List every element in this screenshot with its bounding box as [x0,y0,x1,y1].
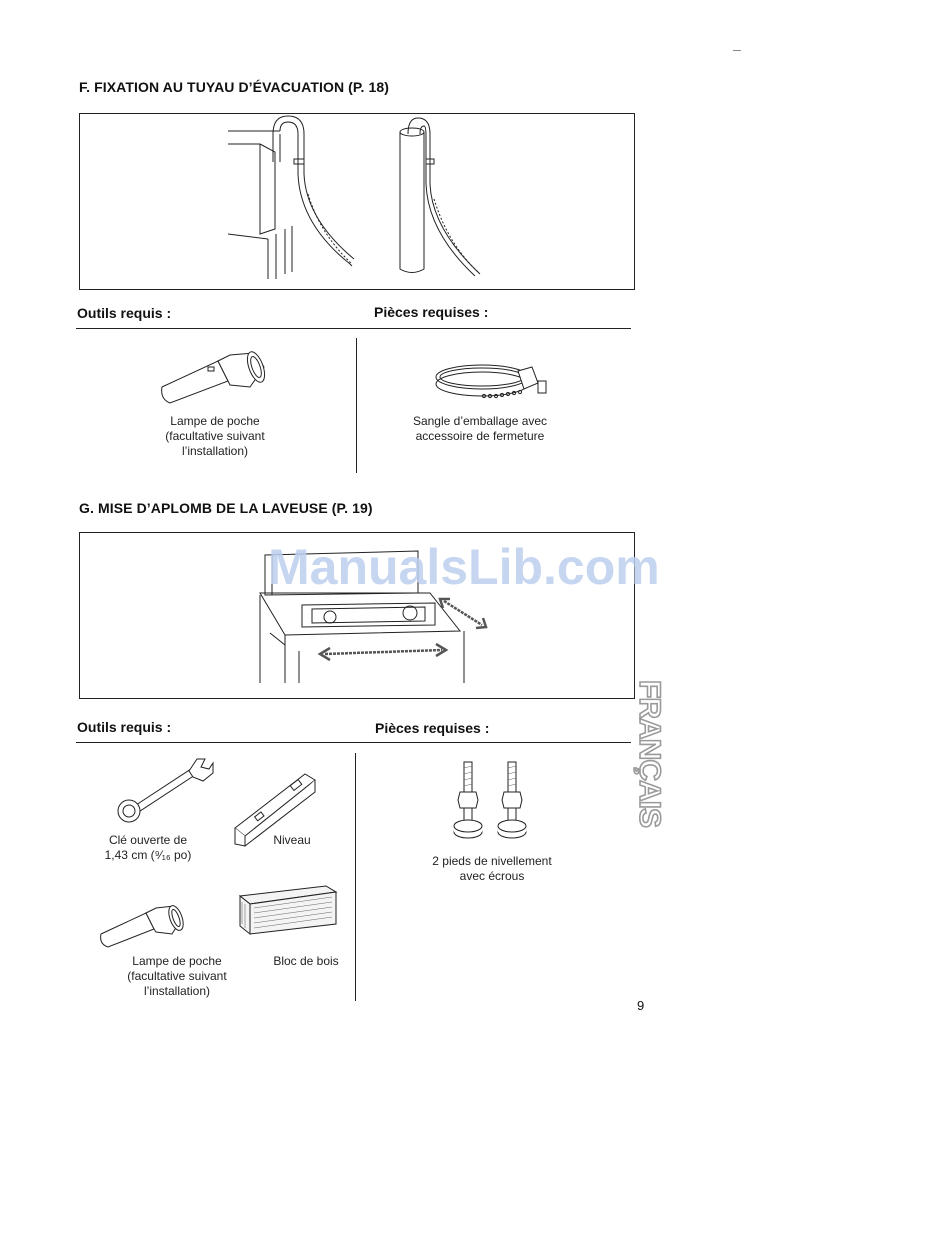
leveling-feet-icon [452,760,542,845]
watermark: ManualsLib.com [268,539,660,595]
section-f-tools-header: Outils requis : [77,305,172,321]
wood-block-caption: Bloc de bois [273,954,339,968]
wrench-icon [115,757,215,825]
drain-hose-drawing [80,114,634,289]
flashlight-caption: Lampe de poche (facultative suivant l’installation) [127,954,227,998]
section-f-column-divider [356,338,357,473]
flashlight-icon [158,345,268,405]
leveling-feet-caption: 2 pieds de nivellement avec écrous [432,854,552,883]
section-g-divider [76,742,631,743]
wrench-caption: Clé ouverte de 1,43 cm (⁹⁄₁₆ po) [104,833,192,862]
flashlight-caption: Lampe de poche (facultative suivant l’installation) [165,414,265,458]
section-f-parts-header: Pièces requises : [374,304,489,320]
drain-hose-illustration [79,113,635,290]
strap-clamp-icon [432,357,554,407]
section-f-title: F. FIXATION AU TUYAU D’ÉVACUATION (P. 18) [79,79,390,95]
language-side-tab: FRANÇAIS [633,680,666,827]
level-caption: Niveau [273,833,311,847]
section-f-divider [76,328,631,329]
strap-clamp-caption: Sangle d’emballage avec accessoire de fermeture [412,414,548,443]
section-g-title: G. MISE D’APLOMB DE LA LAVEUSE (P. 19) [79,500,373,516]
flashlight-icon [98,900,188,950]
wood-block-icon [238,884,338,936]
section-g-column-divider [355,753,356,1001]
section-g-tools-header: Outils requis : [77,719,172,735]
decorative-dash [733,50,741,51]
section-g-parts-header: Pièces requises : [375,720,490,736]
page-number: 9 [637,998,645,1013]
